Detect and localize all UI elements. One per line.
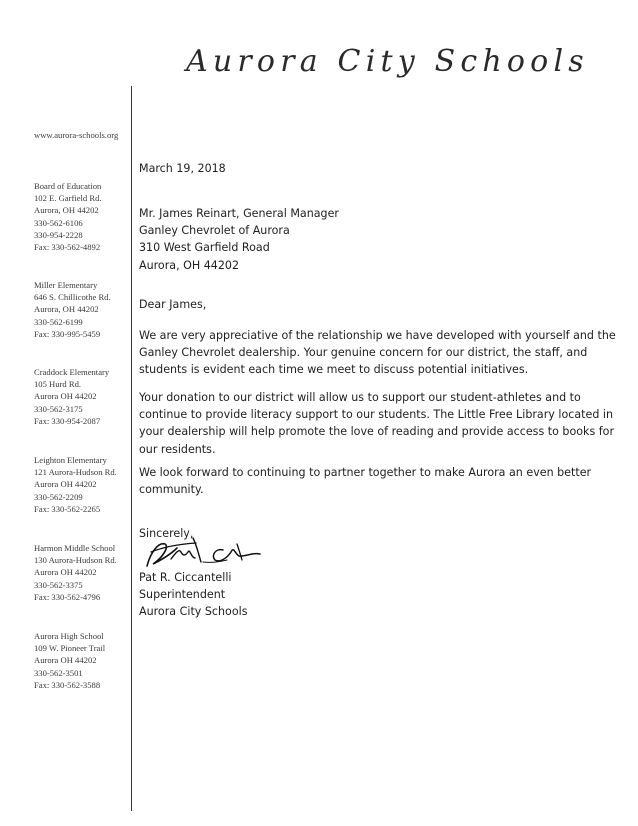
signer-organization: Aurora City Schools	[139, 605, 248, 619]
office-craddock-elementary	[34, 366, 109, 427]
office-city: Aurora OH 44202	[34, 655, 97, 666]
office-phone: 330-954-2228	[34, 229, 83, 240]
office-phone: 330-562-3375	[34, 579, 83, 590]
office-phone: 330-562-3175	[34, 403, 83, 414]
office-address: 130 Aurora-Hudson Rd.	[34, 555, 117, 566]
office-board-of-education	[34, 180, 102, 253]
letter-date: March 19, 2018	[139, 162, 226, 175]
office-fax: Fax: 330-954-2087	[34, 415, 101, 426]
office-address: 105 Hurd Rd.	[34, 379, 82, 390]
office-address: 102 E. Garfield Rd.	[34, 193, 102, 204]
signer-name: Pat R. Ciccantelli	[139, 571, 232, 584]
office-phone: 330-562-2209	[34, 491, 83, 502]
office-city: Aurora OH 44202	[34, 479, 97, 490]
office-address: 646 S. Chillicothe Rd.	[34, 292, 111, 303]
office-phone: 330-562-6199	[34, 316, 83, 327]
office-name: Leighton Elementary	[34, 455, 107, 465]
office-name: Craddock Elementary	[34, 367, 110, 377]
office-harmon-middle-school	[34, 542, 117, 603]
office-fax: Fax: 330-562-3588	[34, 679, 101, 690]
recipient-city: Aurora, OH 44202	[139, 258, 240, 272]
office-name: Miller Elementary	[34, 280, 98, 290]
office-miller-elementary	[34, 279, 111, 340]
office-phone: 330-562-3501	[34, 667, 83, 678]
handwritten-signature	[141, 526, 266, 576]
office-name: Board of Education	[34, 181, 102, 191]
vertical-divider	[131, 86, 132, 811]
office-city: Aurora, OH 44202	[34, 304, 99, 315]
office-address: 121 Aurora-Hudson Rd.	[34, 467, 117, 478]
office-fax: Fax: 330-995-5459	[34, 328, 101, 339]
office-fax: Fax: 330-562-4796	[34, 591, 101, 602]
recipient-company: Ganley Chevrolet of Aurora	[139, 224, 290, 238]
paragraph-2: Your donation to our district will allow us to support our student-athletes and to continue to provide literacy support to our students. The Little Free Library located in your dealership will help promote the love of reading and provide access to books for our residents.	[139, 391, 615, 456]
office-fax: Fax: 330-562-2265	[34, 503, 101, 514]
letterhead-title: Aurora City Schools	[186, 44, 589, 79]
closing: Sincerely,	[139, 527, 194, 540]
office-aurora-high-school	[34, 630, 105, 691]
office-city: Aurora, OH 44202	[34, 205, 99, 216]
recipient-name: Mr. James Reinart, General Manager	[139, 207, 339, 220]
office-address: 109 W. Pioneer Trail	[34, 643, 106, 654]
office-phone: 330-562-6106	[34, 217, 83, 228]
office-city: Aurora OH 44202	[34, 391, 97, 402]
office-name: Harmon Middle School	[34, 543, 116, 553]
office-name: Aurora High School	[34, 631, 104, 641]
website-link[interactable]: www.aurora-schools.org	[34, 130, 119, 140]
office-fax: Fax: 330-562-4892	[34, 241, 101, 252]
recipient-street: 310 West Garfield Road	[139, 241, 270, 255]
office-leighton-elementary	[34, 454, 117, 515]
signer-position: Superintendent	[139, 588, 226, 602]
signature-block	[139, 569, 248, 621]
salutation: Dear James,	[139, 298, 207, 311]
office-city: Aurora OH 44202	[34, 567, 97, 578]
paragraph-3: We look forward to continuing to partner together to make Aurora an even better community.	[139, 466, 592, 497]
paragraph-1: We are very appreciative of the relationship we have developed with yourself and the Ganley Chevrolet dealership. Your genuine concern for our district, the staff, and students is evident each time we meet to discuss potential initiatives.	[139, 329, 616, 377]
recipient-address	[139, 205, 339, 274]
